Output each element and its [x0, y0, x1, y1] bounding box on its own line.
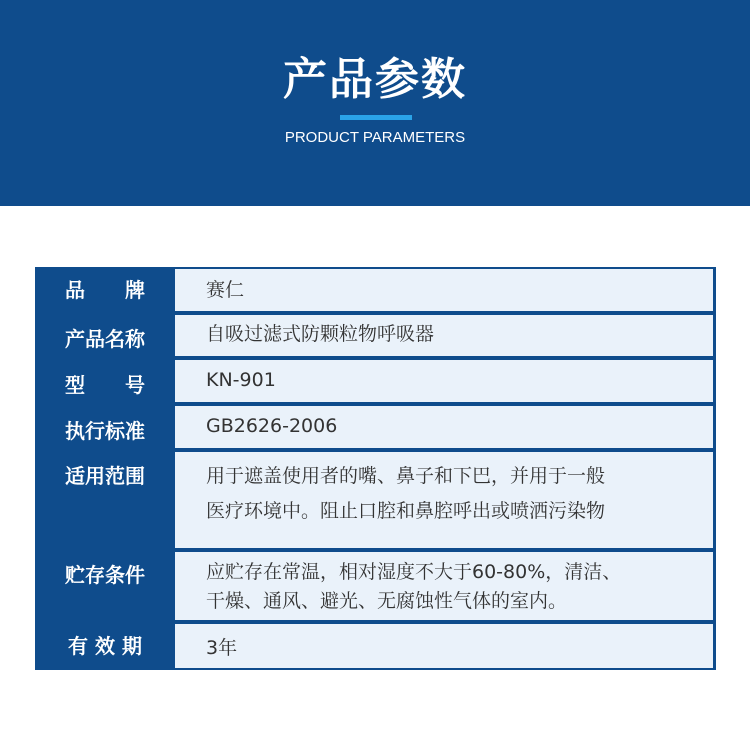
param-value: 应贮存在常温，相对湿度不大于60-80%，清洁、 干燥、通风、避光、无腐蚀性气体的室内。 [175, 552, 713, 620]
param-value: 用于遮盖使用者的嘴、鼻子和下巴，并用于一般 医疗环境中。阻止口腔和鼻腔呼出或喷洒污染物 [175, 452, 713, 548]
param-label: 品 牌 [65, 278, 145, 302]
page-title: 产品参数 [283, 54, 467, 105]
title-underline [340, 115, 412, 120]
param-row-model [35, 358, 716, 404]
parameters-table [35, 267, 716, 670]
param-label: 执行标准 [65, 419, 145, 443]
param-value: KN-901 [175, 360, 713, 402]
param-label: 产品名称 [65, 327, 145, 351]
param-label: 贮存条件 [65, 563, 145, 587]
param-value: 赛仁 [175, 269, 713, 311]
param-row-brand [35, 267, 716, 313]
param-label: 型 号 [65, 373, 145, 397]
param-value: 自吸过滤式防颗粒物呼吸器 [175, 315, 713, 356]
param-row-validity [35, 622, 716, 670]
param-value: 3年 [175, 624, 713, 668]
param-label: 适用范围 [65, 464, 145, 488]
param-value: GB2626-2006 [175, 406, 713, 448]
page-subtitle: PRODUCT PARAMETERS [284, 129, 466, 146]
param-row-standard [35, 404, 716, 450]
param-row-storage [35, 550, 716, 622]
param-label: 有 效 期 [68, 634, 142, 658]
param-row-product-name [35, 313, 716, 358]
param-row-scope [35, 450, 716, 550]
header-banner [0, 0, 750, 206]
